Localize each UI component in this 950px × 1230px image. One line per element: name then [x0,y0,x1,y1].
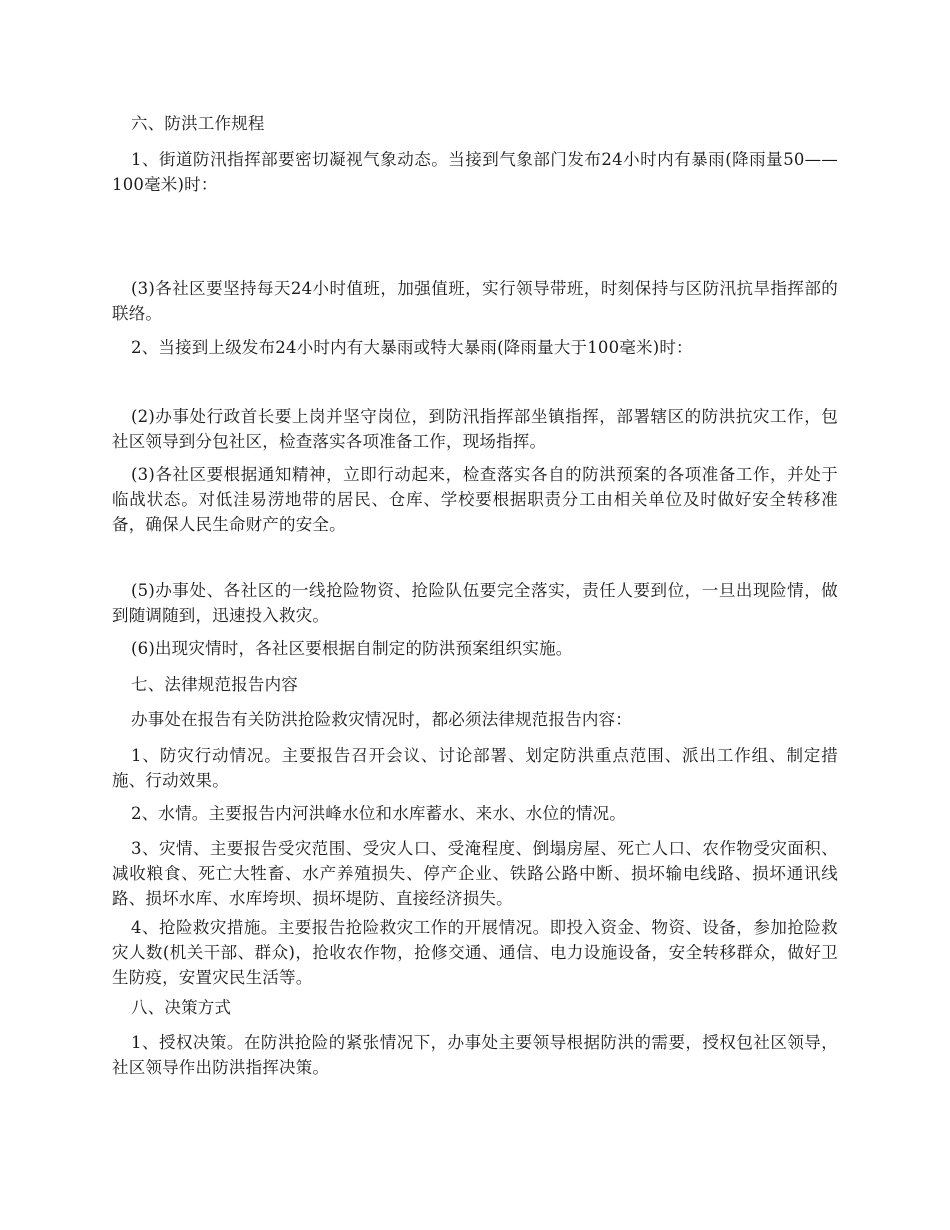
paragraph: 2、当接到上级发布24小时内有大暴雨或特大暴雨(降雨量大于100毫米)时： [131,338,693,357]
paragraph: (2)办事处行政首长要上岗并坚守岗位，到防汛指挥部坐镇指挥，部署辖区的防洪抗灾工作，包社区领导到分包社区，检查落实各项准备工作，现场指挥。 [112,407,838,451]
section-heading-8: 八、决策方式 [131,998,232,1017]
paragraph: 办事处在报告有关防洪抢险救灾情况时，都必须法律规范报告内容： [131,710,632,729]
paragraph: 2、水情。主要报告内河洪峰水位和水库蓄水、来水、水位的情况。 [131,804,626,823]
paragraph: (3)各社区要坚持每天24小时值班，加强值班，实行领导带班，时刻保持与区防汛抗旱指挥部的联络。 [112,279,838,323]
paragraph: 1、街道防汛指挥部要密切凝视气象动态。当接到气象部门发布24小时内有暴雨(降雨量50——100毫米)时： [112,150,838,194]
paragraph: (3)各社区要根据通知精神，立即行动起来，检查落实各自的防洪预案的各项准备工作，并处于临战状态。对低洼易涝地带的居民、仓库、学校要根据职责分工由相关单位及时做好安全转移准备，确保人民生命财产的安全。 [112,465,838,534]
paragraph: 3、灾情、主要报告受灾范围、受灾人口、受淹程度、倒塌房屋、死亡人口、农作物受灾面积、减收粮食、死亡大牲畜、水产养殖损失、停产企业、铁路公路中断、损坏输电线路、损坏通讯线路、损坏水库、水库垮坝、损坏堤防、直接经济损失。 [112,839,838,908]
section-heading-7: 七、法律规范报告内容 [131,675,298,694]
paragraph: (5)办事处、各社区的一线抢险物资、抢险队伍要完全落实，责任人要到位，一旦出现险情，做到随调随到，迅速投入救灾。 [112,581,838,625]
paragraph: (6)出现灾情时，各社区要根据自制定的防洪预案组织实施。 [131,639,573,658]
section-heading-6: 六、防洪工作规程 [131,114,265,133]
paragraph: 4、抢险救灾措施。主要报告抢险救灾工作的开展情况。即投入资金、物资、设备，参加抢险救灾人数(机关干部、群众)，抢收农作物，抢修交通、通信、电力设施设备，安全转移群众，做好卫生防疫，安置灾民生活等。 [112,918,838,987]
paragraph: 1、授权决策。在防洪抢险的紧张情况下，办事处主要领导根据防洪的需要，授权包社区领导，社区领导作出防洪指挥决策。 [112,1033,838,1077]
paragraph: 1、防灾行动情况。主要报告召开会议、讨论部署、划定防洪重点范围、派出工作组、制定措施、行动效果。 [112,746,838,790]
